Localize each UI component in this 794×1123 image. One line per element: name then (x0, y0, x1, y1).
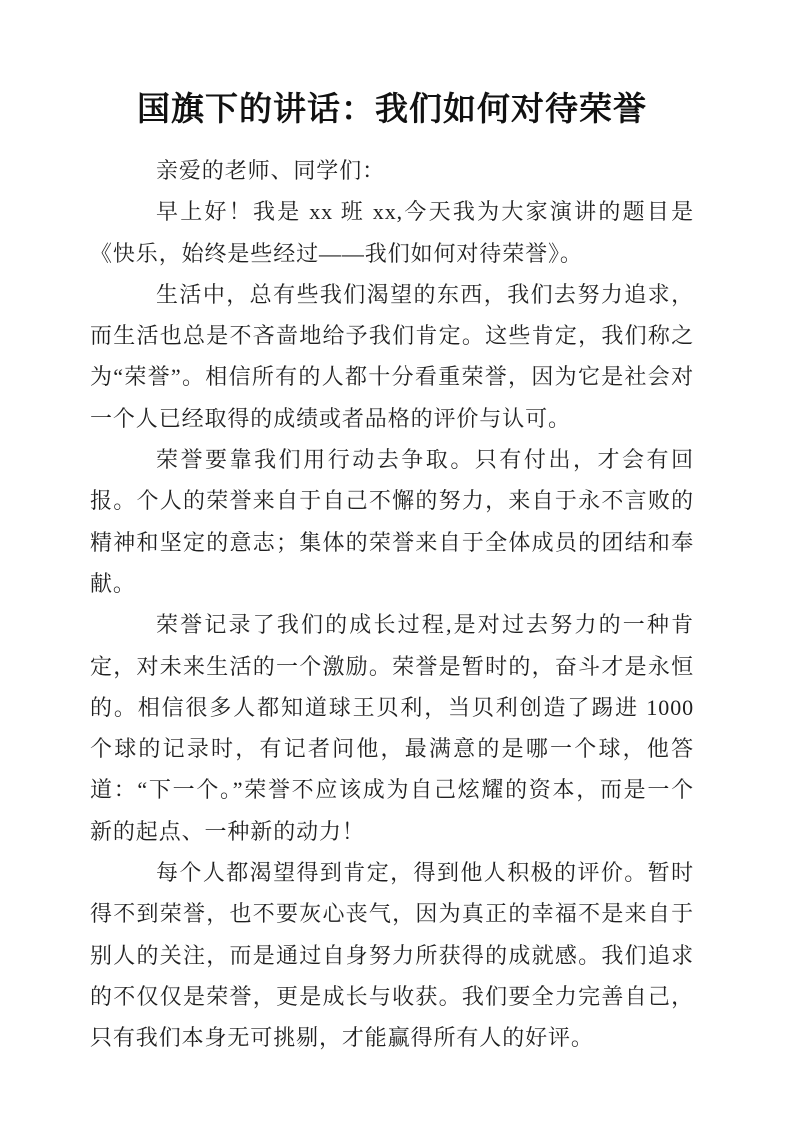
document-title: 国旗下的讲话：我们如何对待荣誉 (137, 92, 647, 128)
paragraph-honor-definition: 生活中，总有些我们渴望的东西，我们去努力追求，而生活也总是不吝啬地给予我们肯定。这些肯定，我们称之为“荣誉”。相信所有的人都十分看重荣誉，因为它是社会对一个人已经取得的成绩或者品格的评价与认可。 (90, 281, 694, 431)
paragraph-conclusion: 每个人都渴望得到肯定，得到他人积极的评价。暂时得不到荣誉，也不要灰心丧气，因为真正的幸福不是来自于别人的关注，而是通过自身努力所获得的成就感。我们追求的不仅仅是荣誉，更是成长与收获。我们要全力完善自己，只有我们本身无可挑剔，才能赢得所有人的好评。 (90, 860, 694, 1051)
paragraph-greeting: 早上好！我是 xx 班 xx,今天我为大家演讲的题目是《快乐，始终是些经过——我们如何对待荣誉》。 (90, 199, 694, 266)
paragraph-salutation: 亲爱的老师、同学们： (156, 158, 386, 183)
paragraph-earn-honor: 荣誉要靠我们用行动去争取。只有付出，才会有回报。个人的荣誉来自于自己不懈的努力，来自于永不言败的精神和坚定的意志；集体的荣誉来自于全体成员的团结和奉献。 (90, 447, 694, 596)
paragraph-pele-story: 荣誉记录了我们的成长过程,是对过去努力的一种肯定，对未来生活的一个激励。荣誉是暂时的，奋斗才是永恒的。相信很多人都知道球王贝利，当贝利创造了踢进 1000 个球的记录时，有记者问他，最满意的是哪一个球，他答道：“下一个。”荣誉不应该成为自己炫耀的资本，而是一个新的起点、一种新的动力！ (90, 612, 694, 844)
